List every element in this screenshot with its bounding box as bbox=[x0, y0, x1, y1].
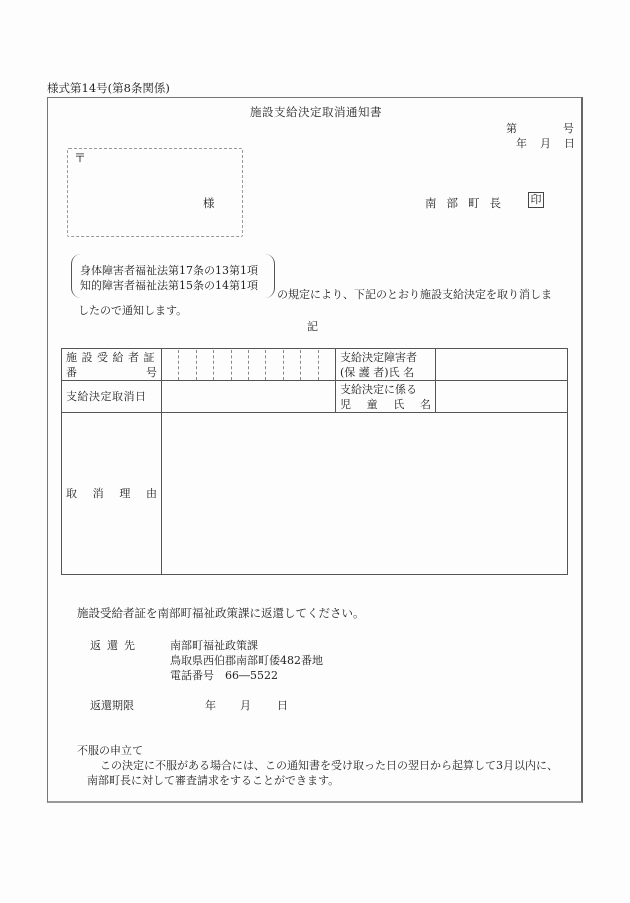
deadline-day: 日 bbox=[277, 699, 288, 712]
return-label-char: 還 bbox=[107, 639, 118, 652]
return-to-line: 鳥取県西伯郡南部町倭482番地 bbox=[170, 654, 323, 667]
cert-number-field[interactable] bbox=[162, 349, 336, 381]
recipient-label-line: 支給決定障害者 bbox=[340, 350, 417, 364]
form-number-label: 様式第14号(第8条関係) bbox=[47, 81, 170, 95]
cancel-date-field[interactable] bbox=[162, 381, 336, 413]
digit-cell[interactable] bbox=[162, 350, 179, 380]
law-reference: 知的障害者福祉法第15条の14第1項 bbox=[80, 279, 258, 292]
digit-cells bbox=[162, 350, 335, 380]
body-text: したので通知します。 bbox=[78, 304, 188, 317]
reason-field[interactable] bbox=[162, 413, 568, 575]
date-day: 日 bbox=[564, 137, 575, 150]
cert-label-char: 号 bbox=[146, 365, 157, 379]
digit-cell[interactable] bbox=[319, 350, 335, 380]
return-to-line: 南部町福祉政策課 bbox=[170, 639, 258, 652]
postal-mark-icon: 〒 bbox=[74, 151, 87, 165]
issuer-name bbox=[425, 195, 511, 211]
digit-cell[interactable] bbox=[179, 350, 196, 380]
cert-label-line: 施 設 受 給 者 証 bbox=[66, 350, 155, 364]
reason-char: 取 bbox=[66, 487, 77, 500]
return-label-char: 先 bbox=[124, 639, 135, 652]
digit-cell[interactable] bbox=[266, 350, 283, 380]
deadline-year: 年 bbox=[205, 699, 216, 712]
child-label-line: 支給決定に係る bbox=[340, 382, 417, 396]
child-label-char: 児 bbox=[340, 397, 351, 411]
law-reference: 身体障害者福祉法第17条の13第1項 bbox=[80, 264, 258, 277]
return-to-line: 電話番号 66―5522 bbox=[170, 669, 278, 682]
digit-cell[interactable] bbox=[249, 350, 266, 380]
issue-date bbox=[516, 135, 575, 151]
cancel-date-label: 支給決定取消日 bbox=[62, 381, 162, 413]
issuer-char: 長 bbox=[489, 196, 501, 210]
date-month: 月 bbox=[540, 137, 551, 150]
return-to-label bbox=[90, 637, 141, 653]
number-suffix: 号 bbox=[563, 122, 574, 135]
return-label-char: 返 bbox=[90, 639, 101, 652]
reason-label bbox=[62, 413, 162, 575]
reason-char: 由 bbox=[145, 487, 157, 500]
cert-label-char: 番 bbox=[66, 365, 77, 379]
digit-cell[interactable] bbox=[284, 350, 301, 380]
document-number bbox=[506, 120, 574, 136]
reason-char: 消 bbox=[92, 487, 104, 500]
recipient-label-line: (保 護 者)氏 名 bbox=[340, 365, 415, 379]
digit-cell[interactable] bbox=[301, 350, 318, 380]
seal-stamp: 印 bbox=[528, 192, 544, 208]
child-name-label bbox=[336, 381, 436, 413]
digit-cell[interactable] bbox=[197, 350, 214, 380]
info-table bbox=[61, 348, 568, 575]
document-title: 施設支給決定取消通知書 bbox=[250, 105, 382, 119]
return-notice: 施設受給者証を南部町福祉政策課に返還してください。 bbox=[77, 606, 365, 620]
objection-title: 不服の申立て bbox=[77, 744, 143, 757]
address-box bbox=[67, 148, 243, 237]
number-prefix: 第 bbox=[506, 122, 517, 135]
deadline-label: 返還期限 bbox=[90, 699, 134, 712]
cert-number-label bbox=[62, 349, 162, 381]
child-label-char: 童 bbox=[366, 397, 378, 411]
body-text: の規定により、下記のとおり施設支給決定を取り消しま bbox=[277, 288, 552, 301]
objection-text: この決定に不服がある場合には、この通知書を受け取った日の翌日から起算して3月以内に、 bbox=[100, 759, 558, 772]
digit-cell[interactable] bbox=[214, 350, 231, 380]
reason-char: 理 bbox=[119, 487, 131, 500]
child-label-char: 名 bbox=[419, 397, 431, 411]
objection-text: 南部町長に対して審査請求をすることができます。 bbox=[87, 774, 340, 787]
deadline-month: 月 bbox=[240, 699, 251, 712]
child-name-field[interactable] bbox=[436, 381, 568, 413]
recipient-name-field[interactable] bbox=[436, 349, 568, 381]
issuer-char: 町 bbox=[468, 196, 480, 210]
honorific-sama: 様 bbox=[203, 196, 215, 210]
digit-cell[interactable] bbox=[232, 350, 249, 380]
issuer-char: 部 bbox=[446, 196, 458, 210]
recipient-name-label bbox=[336, 349, 436, 381]
ki-heading: 記 bbox=[307, 320, 318, 333]
issuer-char: 南 bbox=[425, 196, 437, 210]
date-year: 年 bbox=[516, 137, 527, 150]
child-label-char: 氏 bbox=[393, 397, 405, 411]
